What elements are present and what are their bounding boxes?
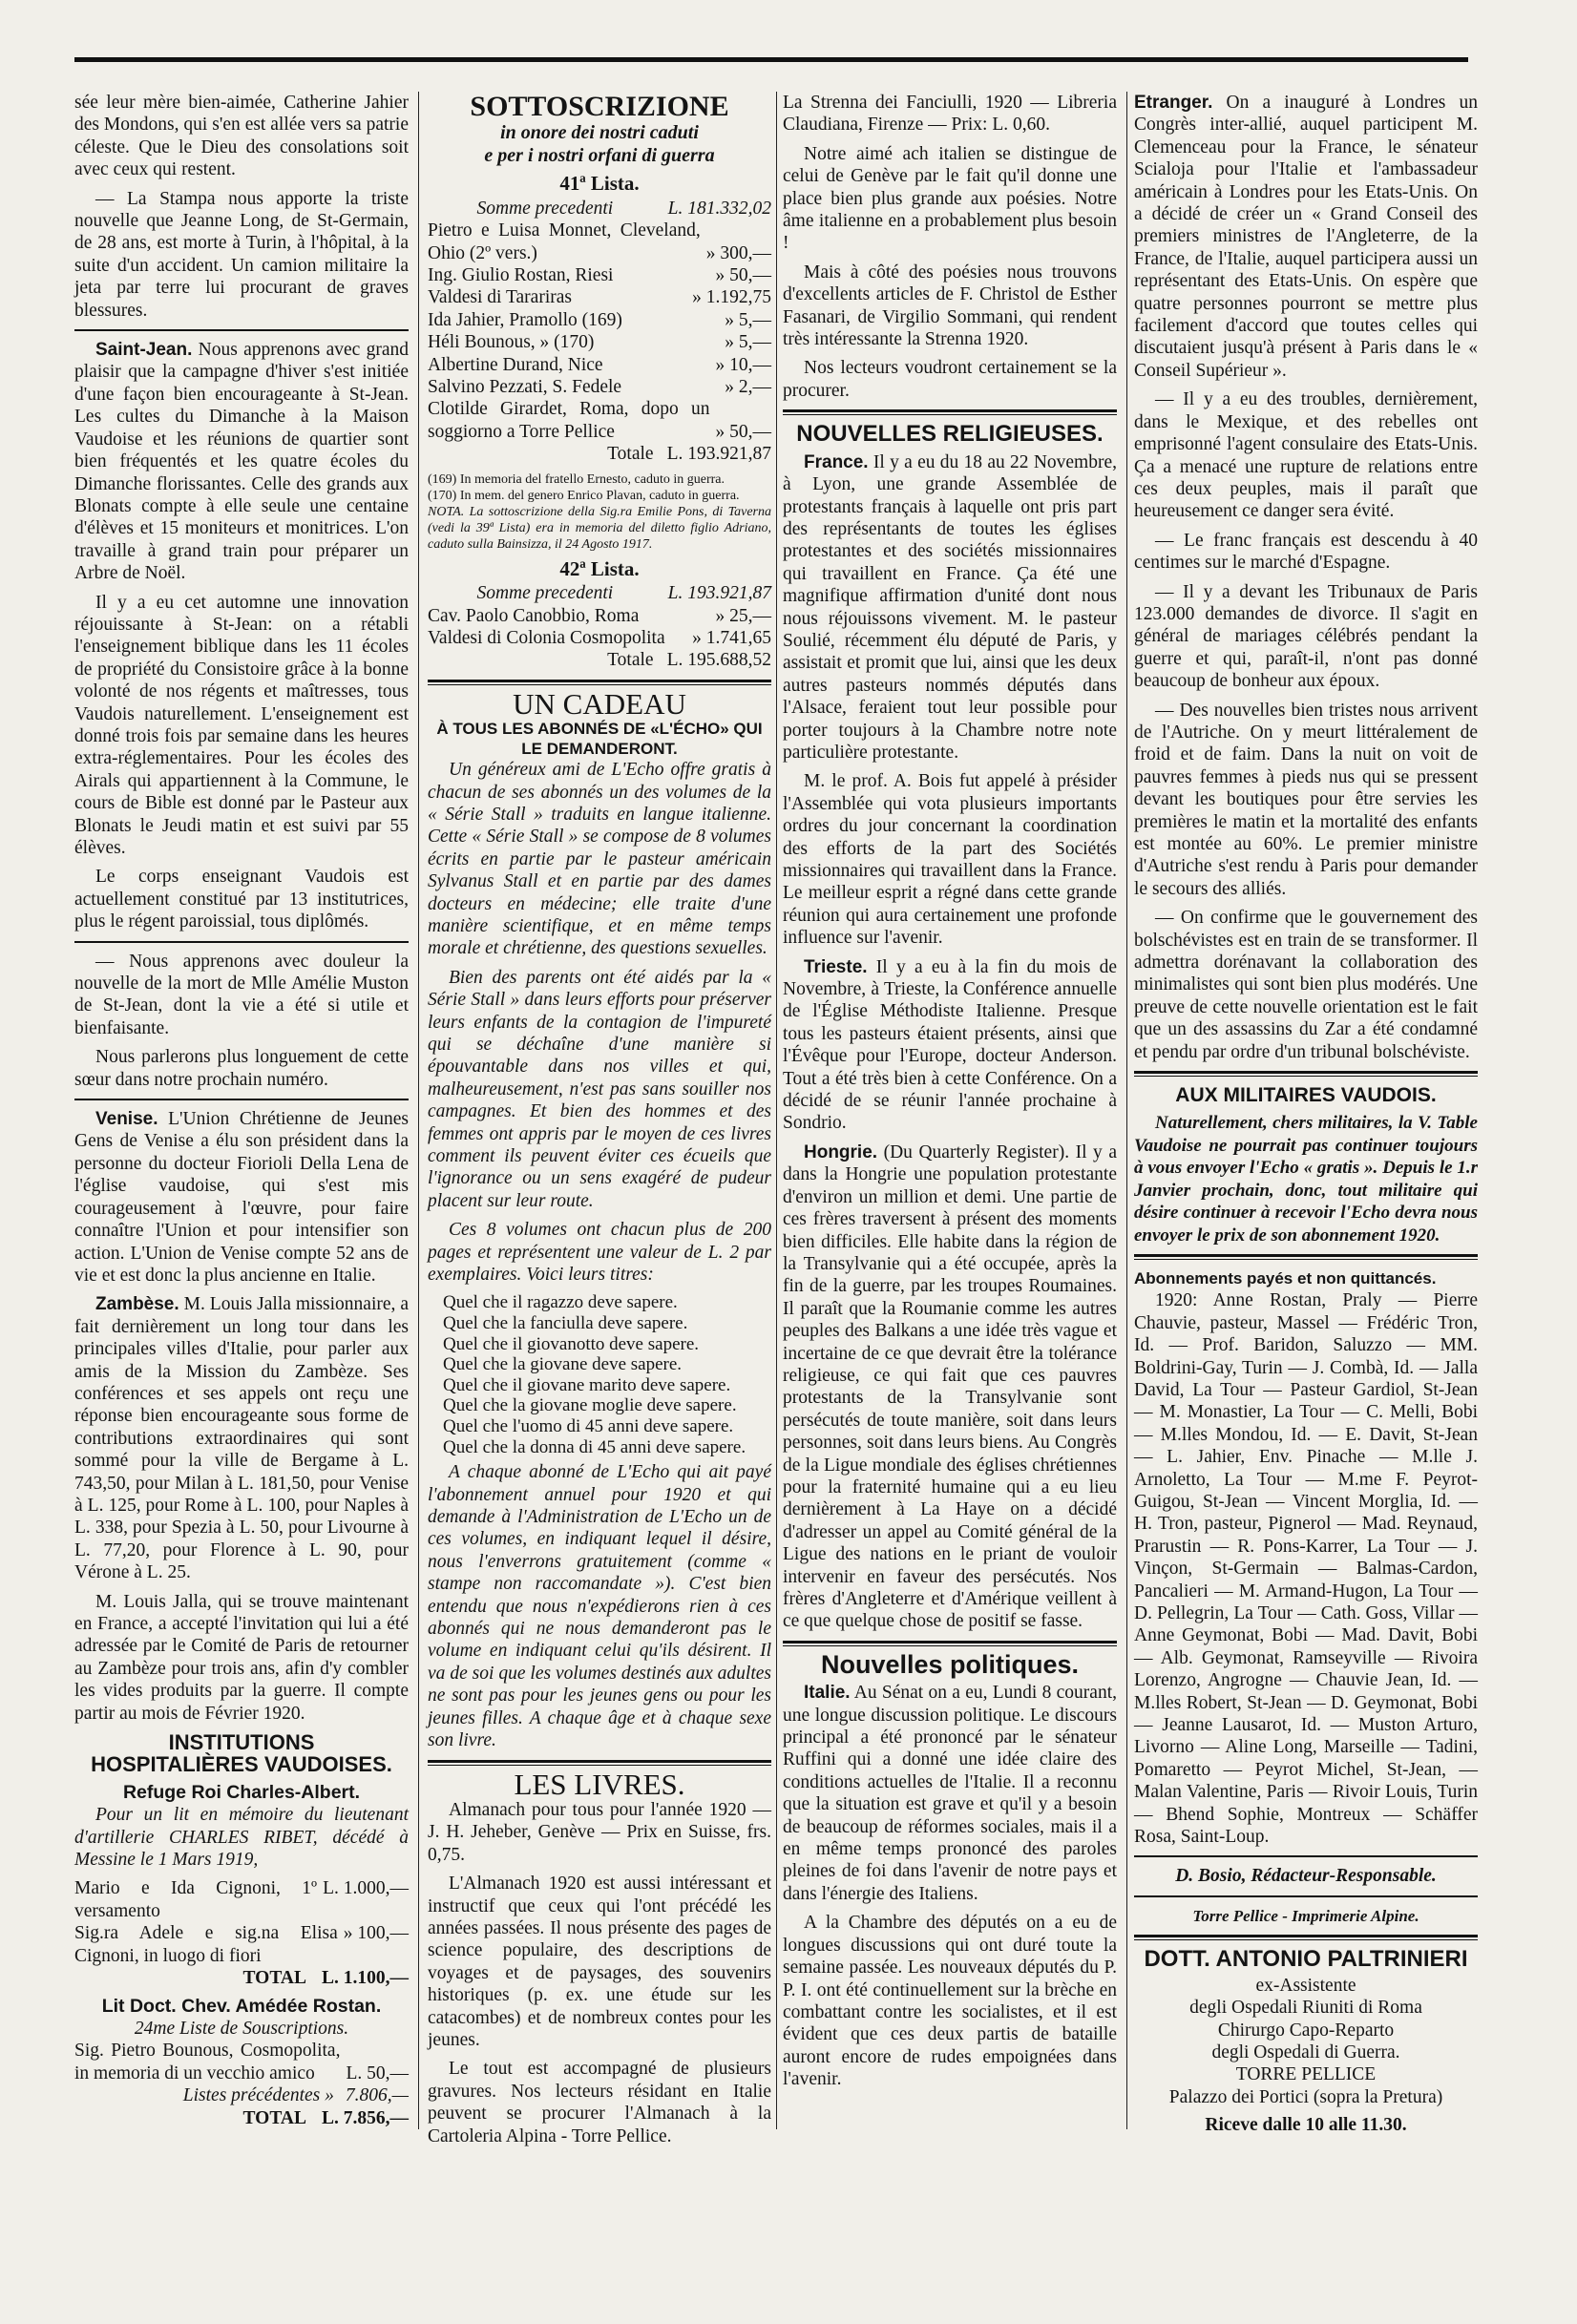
article-paragraph: Bien des parents ont été aidés par la « Série Stall » dans leurs efforts pour préserver leurs enfants de la contagion de l'impureté qui se déchaîne d'une manière si épouvantable dans nos villes et qui, malheureusement, n'est pas sans souiller nos campagnes. Et bien des hommes et des femmes ont appris par le moyen de ces livres comment ils peuvent éviter ces écueils que l'ignorance ou un sens exagéré de pudeur placent sur leur route. <box>428 967 771 1211</box>
article-paragraph: — La Stampa nous apporte la triste nouvelle que Jeanne Long, de St-Germain, de 28 ans, est morte à Turin, à l'hôpital, à la suite d'un accident. Un camion militaire la jeta par terre lui procurant de graves blessures. <box>74 188 409 321</box>
ledger-row: Somme precedenti L. 193.921,87 <box>476 583 771 604</box>
article-text: M. Louis Jalla missionnaire, a fait dernièrement un long tour dans les principales villes d'Italie, pour parler aux amis de la Mission du Zambèze. Ses conférences et ses appels ont reçu une réponse bien encourageante sous forme de contributions extraordinaires qui sont sommé pour la ville de Bergame à L. 743,50, pour Milan à L. 181,50, pour Venise à L. 125, pour Rome à L. 100, pour Naples à L. 338, pour Spezia à L. 50, pour Livourne à L. 77,20, pour Florence à L. 90, pour Vérone à L. 25. <box>74 1294 409 1583</box>
article-paragraph: A chaque abonné de L'Echo qui ait payé l'abonnement annuel pour 1920 et qui demande à l'Administration de L'Echo un de ces volumes, en indiquant lequel il désire, nous l'enverrons gratuitement (comme « stampe non raccomandate »). C'est bien entendu que nous n'expédierons rien à ces abonnés qui ne nous demanderont pas le volume en indiquant celui qu'ils désirent. Il va de soi que les volumes destinés aux adultes ne sont pas pour les jeunes gens ou pour les jeunes filles. A chaque âge et à chaque sexe son livre. <box>428 1462 771 1751</box>
article-text: Au Sénat on a eu, Lundi 8 courant, une longue discussion politique. Le discours principal a été prononcé par le sénateur Ruffini qui a donné une idée claire des conditions actuelles de l'Italie. Il a reconnu que la situation est grave et qu'il y a besoin de beaucoup de réformes sociales, mais il a en même temps prononcé des paroles pleines de foi dans l'avenir de notre pays et dans l'énergie des Italiens. <box>783 1683 1117 1904</box>
section-lead: Etranger. <box>1134 93 1213 113</box>
ledger-total: TOTAL L. 1.100,— <box>242 1968 409 1989</box>
ad-line: TORRE PELLICE <box>1235 2064 1377 2085</box>
printer-credit: Torre Pellice - Imprimerie Alpine. <box>1192 1906 1419 1925</box>
section-title: INSTITUTIONS <box>168 1730 315 1755</box>
divider <box>1134 1895 1478 1897</box>
article-paragraph: Pour un lit en mémoire du lieutenant d'artillerie CHARLES RIBET, décédé à Messine le 1 Mars 1919, <box>74 1805 409 1871</box>
article-paragraph: Nos lecteurs voudront certainement se la procurer. <box>783 358 1117 401</box>
ledger-list <box>428 605 771 650</box>
column-divider <box>776 92 777 2129</box>
book-title: Quel che la giovane moglie deve sapere. <box>443 1395 737 1416</box>
divider <box>783 409 1117 415</box>
ad-hours: Riceve dalle 10 alle 11.30. <box>1205 2115 1407 2136</box>
article-text: Il y a eu à la fin du mois de Novembre, à Trieste, la Conférence annuelle de l'Église Méthodiste Italienne. Presque tous les pasteurs étaient présents, ainsi que l'Évêque pour l'Europe, docteur Anderson. Tout a été très bien à cette Conférence. On a décidé de se réunir l'année prochaine à Sondrio. <box>783 956 1117 1134</box>
column-3 <box>783 92 1117 2098</box>
ledger-row: Cav. Paolo Canobbio, Roma » 25,— <box>428 605 771 626</box>
article-text: L'Union Chrétienne de Jeunes Gens de Venise a élu son président dans la personne du docteur Fiorioli Della Lena de l'église vaudoise, qui s'est mis courageusement à l'œuvre, pour faire connaître l'Union et pour intensifier son action. L'Union de Venise compte 52 ans de vie et est donc la plus ancienne en Italie. <box>74 1109 409 1286</box>
column-1 <box>74 92 409 2129</box>
article-paragraph: Mais à côté des poésies nous trouvons d'excellents articles de F. Christol de Esther Fasanari, de Virgilio Sommani, qui rendent très intéressante la Strenna 1920. <box>783 262 1117 350</box>
ledger-row: Valdesi di Tarariras » 1.192,75 <box>428 287 771 308</box>
article-paragraph: Il y a eu cet automne une innovation réjouissante à St-Jean: on a rétabli l'enseignement biblique dans les 11 écoles de propriété du Consistoire grâce à la bonne volonté de nos régents et maîtresses, tous Vaudois naturellement. L'enseignement est donné trois fois par semaine dans les heures extra-réglementaires. Pour les écoles des Airals qui appartiennent à la Commune, le cours de Bible est donné par le Pasteur aux Blonats le Jeudi matin et est suivi par 55 élèves. <box>74 592 409 858</box>
article-paragraph: — Il y a devant les Tribunaux de Paris 123.000 demandes de divorce. Il s'agit en général de mariages célébrés pendant la guerre et qui, paraît-il, n'ont pas donné beaucoup de bonheur aux époux. <box>1134 581 1478 692</box>
section-subtitle: À TOUS LES ABONNÉS DE «L'ÉCHO» QUI LE DEMANDERONT. <box>436 720 763 759</box>
article-paragraph: sée leur mère bien-aimée, Catherine Jahier des Mondons, qui s'en est allée vers sa patrie céleste. Que le Dieu des consolations soit avec ceux qui restent. <box>74 93 409 180</box>
article-paragraph: — Des nouvelles bien tristes nous arrivent de l'Autriche. On y meurt littéralement de froid et de faim. Dans la nuit on voit de pauvres femmes à pieds nus qui se pressent devant les boutiques pour être servies les premières le matin et la mortalité des enfants est montée au 60%. Le premier ministre d'Autriche s'est rendu à Paris pour demander le secours des alliés. <box>1134 700 1478 899</box>
book-title: Quel che la donna di 45 anni deve sapere. <box>443 1436 746 1457</box>
section-title: Nouvelles politiques. <box>820 1649 1080 1679</box>
subsection-title: Refuge Roi Charles-Albert. <box>122 1781 361 1803</box>
divider <box>783 1641 1117 1646</box>
section-lead: France. <box>804 451 869 472</box>
list-heading: 41ª Lista. <box>559 172 640 196</box>
ad-line: ex-Assistente <box>1255 1975 1356 1996</box>
ad-line: Chirurgo Capo-Reparto <box>1217 2020 1395 2041</box>
article-paragraph: Ces 8 volumes ont chacun plus de 200 pages et représentent une valeur de L. 2 par exemplaires. Voici leurs titres: <box>428 1220 771 1286</box>
divider <box>428 1760 771 1766</box>
column-divider <box>418 92 419 2129</box>
section-lead: Venise. <box>95 1109 158 1130</box>
column-4 <box>1134 92 1478 2137</box>
ledger-total: Totale L. 193.921,87 <box>607 444 771 465</box>
section-lead: Trieste. <box>804 956 868 977</box>
ad-line: degli Ospedali di Guerra. <box>1211 2041 1400 2062</box>
ledger-row: Listes précédentes » 7.806,— <box>182 2085 409 2106</box>
book-title: Quel che il giovane marito deve sapere. <box>443 1374 731 1395</box>
ledger-row: Héli Bounous, » (170) » 5,— <box>428 332 771 353</box>
section-lead: Italie. <box>804 1683 851 1704</box>
book-titles-list <box>428 1292 771 1457</box>
ledger-row: Ida Jahier, Pramollo (169) » 5,— <box>428 309 771 330</box>
ledger-row: Sig. Pietro Bounous, Cosmopolita, in memoria di un vecchio amico L. 50,— <box>74 2041 409 2083</box>
top-rule <box>74 57 1468 62</box>
column-2 <box>428 92 771 2154</box>
article-paragraph: Notre aimé ach italien se distingue de celui de Genève par le fait qu'il donne une place bien plus grande aux poésies. Notre âme italienne en a probablement plus besoin ! <box>783 143 1117 254</box>
article-paragraph: Le tout est accompagné de plusieurs gravures. Nos lecteurs résidant en Italie peuvent se procurer l'Almanach à la Cartoleria Alpina - Torre Pellice. <box>428 2059 771 2146</box>
article-paragraph: Le corps enseignant Vaudois est actuellement constitué par 13 institutrices, plus le régent paroissial, tous diplômés. <box>74 867 409 932</box>
divider <box>1134 1071 1478 1077</box>
ledger-row: Sig.ra Adele e sig.na Elisa Cignoni, in luogo di fiori » 100,— <box>74 1923 409 1966</box>
ledger-total: TOTAL L. 7.856,— <box>242 2107 409 2128</box>
article-paragraph: — Le franc français est descendu à 40 centimes sur le marché d'Espagne. <box>1134 530 1478 574</box>
ledger-list <box>428 220 771 443</box>
section-title: HOSPITALIÈRES VAUDOISES. <box>91 1752 392 1777</box>
article-paragraph: L'Almanach 1920 est aussi intéressant et instructif que ceux qui l'ont précédé les années passées. Il nous présente des pages de science populaire, des descriptions de voyages et de paysages, des souvenirs historiques (p. ex. une étude sur les catacombes) et de nombreux contes pour les jeunes. <box>428 1874 771 2050</box>
book-title: Quel che la giovane deve sapere. <box>443 1354 683 1375</box>
book-title: Quel che la fanciulla deve sapere. <box>443 1313 688 1334</box>
article-paragraph: — Il y a eu des troubles, dernièrement, dans le Mexique, et des rebelles ont emprisonné l'agent consulaire des Etats-Unis. Ça a menacé une rupture de relations entre ces deux peuples, mais il paraît que heureusement ce danger sera évité. <box>1134 389 1478 522</box>
subscriber-list: 1920: Anne Rostan, Praly — Pierre Chauvie, pasteur, Massel — Frédéric Tron, Id. — Prof. Baridon, Saluzzo — MM. Boldrini-Gay, Turin — J. Combà, Id. — Jalla David, La Tour — Pasteur Gardiol, St-Jean — M. Monastier, La Tour — C. Melli, Bobi — M.lles Mondou, Id. — E. Davit, St-Jean — L. Jahier, Env. Pinache — M.lle J. Arnoletto, La Tour — M.me F. Peyrot-Guigou, St-Jean — Vincent Morglia, Id. — H. Tron, pasteur, Pignerol — Mad. Reynaud, Prarustin — R. Pons-Karrer, La Tour — J. Vinçon, St-Germain — Balmas-Cardon, Pancalieri — M. Armand-Hugon, La Tour — D. Pellegrin, La Tour — Cath. Goss, Villar — Anne Geymonat, Bobi — Mad. Davit, Bobi — Alb. Geymonat, Ramseyville — Rivoira Lorenzo, Angrogne — Chauvie Jean, Id. — M.lles Robert, St-Jean — D. Geymonat, Bobi — Jeanne Lausarot, Id. — Muston Arturo, Livorno — Aline Long, Marseille — Tadini, Pomaretto — Peyrot Michel, St-Jean, — Malan Valentine, Paris — Rivoir Louis, Turin — Bhend Sophie, Montreux — Schäffer Rosa, Saint-Loup. <box>1134 1290 1478 1848</box>
ad-line: Palazzo dei Portici (sopra la Pretura) <box>1168 2086 1443 2107</box>
footnote: (169) In memoria del fratello Ernesto, caduto in guerra. <box>428 471 725 487</box>
section-title: SOTTOSCRIZIONE <box>470 91 729 122</box>
article-paragraph: A la Chambre des députés on a eu de longues discussions qui ont duré toute la semaine passée. Les nouveaux députés du P. P. I. ont été continuellement sur la brèche en combattant contre les socialistes, et il est évident que ces deux partis de bataille auront encore de rudes empoignées dans l'avenir. <box>783 1913 1117 2090</box>
subsection-title: Lit Doct. Chev. Amédée Rostan. <box>101 1995 382 2017</box>
article-text: (Du Quarterly Register). Il y a dans la Hongrie une population protestante d'environ un million et demi. Une partie de ces frères traversent à présent des moments bien difficiles. Elle habite dans la région de la Transylvanie qui a été occupée, après la fin de la guerre, par les troupes Roumaines. Il paraît que la Roumanie comme les autres peuples des Balkans a une idée très vague et incertaine de ce que devrait être la tolérance religieuse, ce qui fait que ces pauvres protestants de la Transylvanie sont persécutés de toute manière, soit dans leurs personnes, soit dans leurs biens. Au Congrès de la Ligue mondiale des églises chrétiennes pour la fraternité humaine qui a eu lieu dernièrement à La Haye on a décidé d'adresser un appel au Comité général de la Ligue des nations en le priant de vouloir intervenir en faveur des persécutés. Nos frères d'Angleterre et d'Amérique veillent à ce que quelque chose de positif se fasse. <box>783 1141 1118 1632</box>
ledger-row: Mario e Ida Cignoni, 1º versamento L. 1.000,— <box>74 1878 409 1921</box>
article-paragraph: La Strenna dei Fanciulli, 1920 — Libreria Claudiana, Firenze — Prix: L. 0,60. <box>783 93 1117 136</box>
section-subtitle: in onore dei nostri caduti <box>500 122 699 144</box>
column-divider <box>1126 92 1127 2129</box>
section-title: Abonnements payés et non quittancés. <box>1134 1268 1437 1288</box>
ledger-row: Somme precedenti L. 181.332,02 <box>476 198 771 219</box>
section-lead: Zambèse. <box>95 1294 179 1315</box>
section-lead: Saint-Jean. <box>95 340 193 361</box>
ledger-row: Salvino Pezzati, S. Fedele » 2,— <box>428 377 771 398</box>
ledger-row: Valdesi di Colonia Cosmopolita » 1.741,65 <box>428 627 771 648</box>
ledger-row: Pietro e Luisa Monnet, Cleveland, Ohio (2º vers.) » 300,— <box>428 220 771 263</box>
article-paragraph: M. le prof. A. Bois fut appelé à présider l'Assemblée qui vota plusieurs importants ordres du jour concernant la coordination des efforts de la part des Sociétés missionnaires qui travaillent dans la France. Le meilleur esprit a régné dans cette grande réunion qui aura certainement une profonde influence sur l'avenir. <box>783 771 1117 949</box>
divider <box>1134 1935 1478 1940</box>
section-title: NOUVELLES RELIGIEUSES. <box>796 421 1104 448</box>
divider <box>74 1099 409 1100</box>
ledger-row: Clotilde Girardet, Roma, dopo un soggiorno a Torre Pellice » 50,— <box>428 399 771 442</box>
section-title: LES LIVRES. <box>514 1767 685 1801</box>
editor-credit: D. Bosio, Rédacteur-Responsable. <box>1175 1866 1437 1887</box>
ad-name: DOTT. ANTONIO PALTRINIERI <box>1144 1946 1468 1973</box>
divider <box>74 329 409 331</box>
book-title: Quel che il giovanotto deve sapere. <box>443 1333 700 1354</box>
book-title: Quel che l'uomo di 45 anni deve sapere. <box>443 1416 734 1437</box>
article-text: Nous apprenons avec grand plaisir que la campagne d'hiver s'est initiée d'une façon bien encourageante à St-Jean. Les cultes du Dimanche à la Maison Vaudoise et les réunions de quartier sont bien fréquentés et les quatre écoles du Dimanche florissantes. Celle des grands aux Blonats compte à elle seule une centaine d'élèves et 15 moniteurs et monitrices. L'on travaille à grand train pour préparer un Arbre de Noël. <box>74 340 409 584</box>
article-paragraph: Almanach pour tous pour l'année 1920 — J. H. Jeheber, Genève — Prix en Suisse, frs. 0,75. <box>428 1799 771 1865</box>
footnote: NOTA. La sottoscrizione della Sig.ra Emilie Pons, di Taverna (vedi la 39ª Lista) era in memoria del diletto figlio Adriano, caduto sulla Bainsizza, il 24 Agosto 1917. <box>428 504 771 552</box>
divider <box>74 941 409 943</box>
article-paragraph: — On confirme que le gouvernement des bolschévistes est en train de se transformer. Il admettra dorénavant la collaboration des minimalistes qui sont bien plus modérés. Une preuve de cette nouvelle orientation est le fait que un des assassins du Zar a été condamné et pendu par ordre d'un tribunal bolschéviste. <box>1134 908 1478 1062</box>
article-text: Il y a eu du 18 au 22 Novembre, à Lyon, une grande Assemblée de protestants français à laquelle ont pris part des représentants de toutes les églises protestantes et des sociétés missionnaires qui travaillent en France. Ça été une magnifique affirmation d'unité dont nous nous réjouissons vivement. M. le pasteur Soulié, récemment élu député de Paris, y assistait et promit que lui, ainsi que les deux autres pasteurs nommés députés dans l'Alsace, feraient tout leur possible pour porter toujours à la Chambre notre note particulière protestante. <box>783 451 1118 763</box>
ad-line: degli Ospedali Riuniti di Roma <box>1189 1998 1422 2019</box>
article-paragraph: Naturellement, chers militaires, la V. Table Vaudoise ne pourrait pas continuer toujours à vous envoyer l'Echo « gratis ». Depuis le 1.r Janvier prochain, donc, tout militaire qui désire continuer à recevoir l'Echo devra nous envoyer le prix de son abonnement 1920. <box>1134 1113 1478 1246</box>
section-lead: Hongrie. <box>804 1141 878 1162</box>
subsection-subtitle: 24me Liste de Souscriptions. <box>134 2018 349 2039</box>
article-paragraph: M. Louis Jalla, qui se trouve maintenant en France, a accepté l'invitation qui lui a été adressée par le Comité de Paris de retourner au Zambèze pour trois ans, afin d'y combler les vides produits par la guerre. Il compte partir au mois de Février 1920. <box>74 1591 409 1724</box>
list-heading: 42ª Lista. <box>559 556 640 580</box>
article-text: On a inauguré à Londres un Congrès inter-allié, auquel participent M. Clemenceau pour la France, le sénateur Scialoja pour l'Italie et l'ambassadeur américain à Londres pour les Etats-Unis. On a décidé de créer un « Grand Conseil des premiers ministres de l'Angleterre, de la France, de l'Italie, auquel participera aussi un représentant des Etats-Unis. On espère que quatre personnes pourront se mettre plus facilement d'accord que toutes celles qui discutaient jusqu'à présent à Paris dans le « Conseil Supérieur ». <box>1134 93 1479 381</box>
article-paragraph: Un généreux ami de L'Echo offre gratis à chacun de ses abonnés un des volumes de la « Série Stall » traduits en langue italienne. Cette « Série Stall » se compose de 8 volumes écrits en partie par le pasteur américain Sylvanus Stall et en partie par des dames docteurs en médecine; elle traite d'une manière scientifique, et en même temps morale et chrétienne, des questions sexuelles. <box>428 760 771 959</box>
divider <box>1134 1254 1478 1260</box>
section-title: UN CADEAU <box>513 686 686 721</box>
section-subtitle: e per i nostri orfani di guerra <box>484 145 715 167</box>
ledger-row: Albertine Durand, Nice » 10,— <box>428 354 771 375</box>
divider <box>1134 1855 1478 1857</box>
book-title: Quel che il ragazzo deve sapere. <box>443 1292 678 1313</box>
footnote: (170) In mem. del genero Enrico Plavan, caduto in guerra. <box>428 488 740 503</box>
article-paragraph: Nous parlerons plus longuement de cette sœur dans notre prochain numéro. <box>74 1047 409 1090</box>
section-title: AUX MILITAIRES VAUDOIS. <box>1175 1084 1437 1107</box>
ledger-total: Totale L. 195.688,52 <box>607 650 771 671</box>
divider <box>428 680 771 685</box>
article-paragraph: — Nous apprenons avec douleur la nouvelle de la mort de Mlle Amélie Muston de St-Jean, dont la vie a été si utile et bienfaisante. <box>74 951 409 1038</box>
ledger-row: Ing. Giulio Rostan, Riesi » 50,— <box>428 265 771 286</box>
